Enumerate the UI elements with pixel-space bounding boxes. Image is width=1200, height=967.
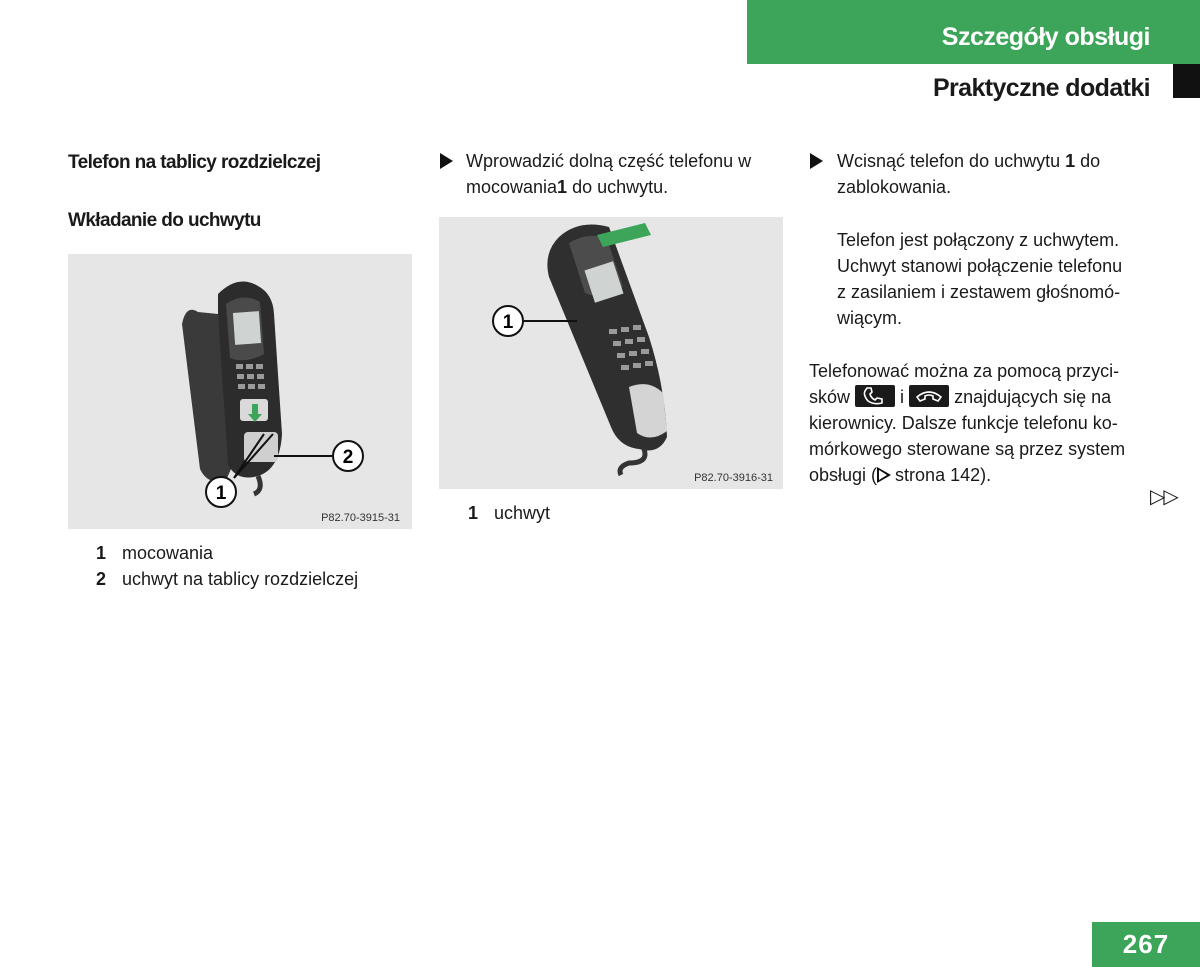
legend-item: 1 mocowania [96, 543, 214, 563]
callout-2: 2 [342, 447, 354, 468]
figure-code: P82.70-3916-31 [694, 472, 773, 484]
phone-illustration-2 [439, 217, 783, 489]
instruction-step: Wprowadzić dolną część telefonu w mocowania1 do uchwytu. [440, 148, 751, 200]
thumb-index-mark [1173, 64, 1200, 98]
legend-item: 1 uchwyt [468, 503, 551, 523]
section-heading: Telefon na tablicy rozdzielczej [68, 152, 321, 173]
page-number: 267 [1092, 922, 1200, 967]
triangle-bullet-icon [440, 153, 453, 169]
figure-phone-holder [439, 217, 783, 489]
instruction-step: Wcisnąć telefon do uchwytu 1 do zablokowania. [810, 148, 1100, 200]
figure-code: P82.70-3915-31 [321, 512, 400, 524]
callout-1: 1 [215, 483, 227, 504]
subsection-title: Praktyczne dodatki [932, 74, 1150, 102]
figure-phone-mounting [68, 254, 412, 529]
continue-arrows-icon: ▷▷ [1150, 486, 1177, 508]
phone-illustration-1 [68, 254, 412, 529]
page-reference-arrow-icon [877, 467, 891, 483]
subsection-heading: Wkładanie do uchwytu [68, 210, 261, 231]
section-title: Szczegóły obsługi [941, 22, 1150, 51]
info-paragraph: Telefon jest połączony z uchwytem. Uchwyt stanowi połączenie telefonu z zasilaniem i zestawem głośnomó- wiącym. [837, 230, 1123, 328]
description-paragraph: Telefonować można za pomocą przyci- sków i znajdujących się na kierownicy. Dalsze funkcje telefonu ko- mórkowego sterowane są przez system obsługi ( strona 142). [809, 361, 1126, 485]
triangle-bullet-icon [810, 153, 823, 169]
phone-hangup-icon [909, 385, 949, 407]
section-tab [747, 0, 1200, 64]
phone-pickup-icon [855, 385, 895, 407]
legend-item: 2 uchwyt na tablicy rozdzielczej [96, 569, 359, 589]
callout-1: 1 [502, 312, 514, 333]
